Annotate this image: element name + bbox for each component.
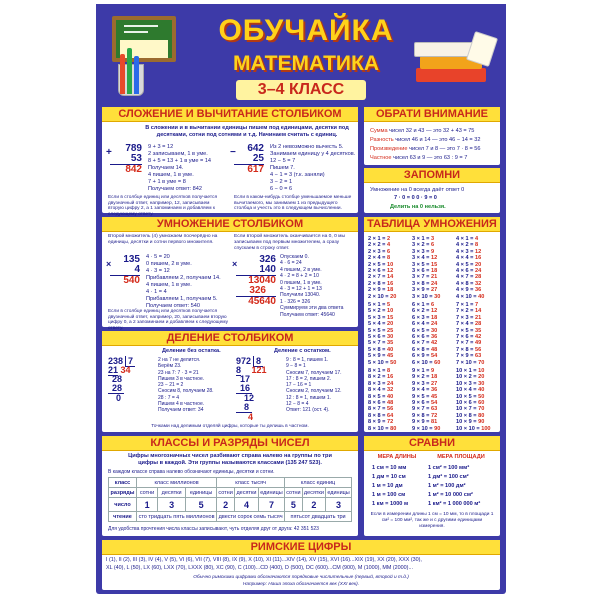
times-table-panel	[364, 217, 500, 432]
times-table-line: 2 × 10 = 20	[368, 293, 397, 300]
multiplication-note: Если в столбце единиц или десятков получается двузначный ответ, например, 20, записываем вторую цифру 0, а 2 запоминаем и добавляем к следующему ответу.	[108, 309, 228, 331]
times-table-line: 5 × 3 = 15	[368, 314, 394, 321]
times-table-line: 3 × 2 = 6	[412, 242, 435, 249]
times-table-block-7	[456, 302, 484, 366]
times-table-line: 4 × 1 = 4	[456, 236, 479, 242]
times-table-line: 8 × 6 = 48	[368, 400, 394, 407]
times-table-line: 10 × 3 = 30	[456, 380, 485, 387]
times-table-line: 8 × 2 = 16	[368, 374, 394, 381]
attention-lines: Сумма чисел 32 и 43 — это 32 + 43 = 75 Разность чисел 46 и 14 — это 46 − 14 = 32 Произведение чисел 7 и 8 — это 7 · 8 = 56 Частное чисел 63 и 9 — это 63 : 9 = 7	[370, 128, 481, 161]
times-table-block-5	[368, 302, 396, 366]
times-table-line: 8 × 1 = 8	[368, 368, 391, 374]
times-table-line: 2 × 3 = 6	[368, 248, 391, 255]
times-table-line: 10 × 1 = 10	[456, 368, 485, 374]
times-table-line: 8 × 4 = 32	[368, 387, 394, 394]
times-table-line: 3 × 4 = 12	[412, 255, 438, 262]
times-table-block-6	[412, 302, 440, 366]
times-table-line: 4 × 6 = 24	[456, 268, 482, 275]
multiplication-example-1: 135 4 540	[110, 255, 140, 286]
addition-operand-bottom: 53	[130, 153, 142, 164]
minus-sign: −	[230, 147, 236, 158]
times-table-line: 6 × 10 = 60	[412, 359, 441, 366]
times-table-line: 3 × 3 = 9	[412, 248, 435, 255]
times-table-line: 9 × 3 = 27	[412, 380, 438, 387]
times-table-line: 7 × 9 = 63	[456, 353, 482, 360]
compare-title: СРАВНИ	[364, 436, 500, 451]
classes-panel	[102, 436, 358, 536]
poster	[96, 4, 506, 594]
times-table-line: 3 × 1 = 3	[412, 236, 435, 242]
multiplication-intro-1: Второй множитель (4) умножаем поочерёдно на единицы, десятки и сотни первого множителя.	[108, 234, 218, 245]
times-table-line: 4 × 3 = 12	[456, 248, 482, 255]
addition-steps: 9 + 3 = 12 2 записываем, 1 в уме. 8 + 5 = 13 + 1 в уме = 14 Получаем 14. 4 пишем, 1 в уме. 7 + 1 в уме = 8 Получаем ответ: 842	[148, 144, 212, 192]
times-table-line: 3 × 10 = 30	[412, 293, 441, 300]
times-table-line: 6 × 8 = 48	[412, 346, 438, 353]
times-sign: ×	[106, 259, 112, 269]
area-title: МЕРА ПЛОЩАДИ	[437, 454, 485, 460]
times-table-line: 2 × 6 = 12	[368, 268, 394, 275]
multiplication-steps-2: Опускаем 0. 4 · 6 = 24 4 пишем, 2 в уме. 4 · 2 = 8 + 2 = 10 0 пишем, 1 в уме. 4 · 3 = 12 + 1 = 13 Получили 13040. 1 · 326 = 326 Суммируем эти два ответа Получаем ответ: 45640	[280, 254, 344, 318]
times-table-line: 7 × 4 = 28	[456, 321, 482, 328]
roman-line-4: Например: Наша эпоха обозначается век (XXI век).	[242, 582, 360, 587]
times-table-line: 3 × 9 = 27	[412, 287, 438, 294]
times-table-line: 9 × 10 = 90	[412, 425, 441, 432]
addition-subtraction-title: СЛОЖЕНИЕ И ВЫЧИТАНИЕ СТОЛБИКОМ	[102, 107, 358, 122]
times-table-title: ТАБЛИЦА УМНОЖЕНИЯ	[364, 217, 500, 232]
division-subtitle-2: Деление с остатком.	[274, 348, 331, 354]
times-table-line: 10 × 2 = 20	[456, 374, 485, 381]
times-table-line: 7 × 8 = 56	[456, 346, 482, 353]
times-table-block-9	[412, 368, 440, 432]
classes-intro-2: В каждом классе справа налево обозначают единицы, десятки и сотни.	[108, 469, 275, 475]
times-table-line: 7 × 3 = 21	[456, 314, 482, 321]
times-table-line: 8 × 9 = 72	[368, 419, 394, 426]
subtraction-operand-top: 642	[247, 143, 264, 154]
times-table-line: 2 × 9 = 18	[368, 287, 394, 294]
times-table-line: 7 × 5 = 35	[456, 327, 482, 334]
ranks-table-number-row: число 1 3 5 2 4 7 5 2 3	[109, 498, 352, 512]
multiplication-steps-1: 4 · 5 = 20 0 пишем, 2 в уме. 4 · 3 = 12 Прибавляем 2, получаем 14. 4 пишем, 1 в уме. 4 · 1 = 4 Прибавляем 1, получаем 5. Получаем ответ: 540	[146, 254, 221, 309]
multiplication-example-2: 326 140 13040 326 45640	[236, 255, 276, 307]
times-table-line: 5 × 2 = 10	[368, 308, 394, 315]
times-table-block-2	[368, 236, 396, 300]
remember-title: ЗАПОМНИ	[364, 168, 500, 183]
times-table-line: 6 × 3 = 18	[412, 314, 438, 321]
area-list: 1 см² = 100 мм² 1 дм² = 100 см² 1 м² = 100 дм² 1 м² = 10 000 см² 1 км² = 1 000 000 м²	[428, 465, 481, 507]
multiplication-title: УМНОЖЕНИЕ СТОЛБИКОМ	[102, 217, 358, 232]
grade-badge: 3–4 КЛАСС	[236, 80, 366, 100]
times-table-line: 9 × 9 = 81	[412, 419, 438, 426]
ranks-table-rank-row: разряды сотни десятки единицы сотни десятки единицы сотни десятки единицы	[109, 488, 352, 498]
times-table-line: 5 × 5 = 25	[368, 327, 394, 334]
times-table-line: 3 × 7 = 21	[412, 274, 438, 281]
times-table-line: 4 × 9 = 36	[456, 287, 482, 294]
subtraction-example	[234, 144, 264, 175]
times-table-line: 9 × 4 = 36	[412, 387, 438, 394]
times-table-block-8	[368, 368, 396, 432]
times-table-line: 2 × 7 = 14	[368, 274, 394, 281]
remember-examples: 7 · 0 = 0 0 · 9 = 0	[394, 195, 437, 201]
addition-example	[110, 144, 142, 175]
addition-intro: В сложении и в вычитании единицы пишем под единицами, десятки под десятками, сотни под сотнями и т.д. Начинаем считать с единиц.	[145, 125, 349, 138]
times-table-line: 5 × 4 = 20	[368, 321, 394, 328]
pencils-illustration	[104, 64, 148, 94]
times-table-line: 10 × 10 = 100	[456, 425, 491, 432]
times-table-line: 6 × 4 = 24	[412, 321, 438, 328]
poster-title: ОБУЧАЙКА	[218, 14, 394, 47]
division-steps-2: 9 : 8 = 1, пишем 1. 9 − 8 = 1 Сносим 7, получаем 17. 17 : 8 = 2, пишем 2. 17 − 16 = 1 Сносим 2, получаем 12. 12 : 8 = 1, пишем 1. 12 − 8 = 4 Ответ: 121 (ост. 4).	[286, 357, 342, 414]
attention-panel	[364, 107, 500, 165]
times-table-line: 2 × 4 = 8	[368, 255, 391, 262]
books-illustration	[410, 34, 496, 96]
roman-line-2: XL (40), L (50), LX (60), LXX (70), LXXX (80), XC (90), C (100)...CD (400), D (500), DC (600)...CM (900), M (1000), MM (2000)...	[106, 565, 413, 571]
times-table-block-10	[456, 368, 491, 432]
times-table-line: 4 × 8 = 32	[456, 280, 482, 287]
times-table-line: 2 × 2 = 4	[368, 242, 391, 249]
times-table-line: 9 × 7 = 63	[412, 406, 438, 413]
addition-operand-top: 789	[125, 143, 142, 154]
times-table-line: 4 × 7 = 28	[456, 274, 482, 281]
subtraction-result: 617	[234, 164, 264, 175]
addition-note: Если в столбце единиц или десятков получается двузначный ответ, например, 12, записываем вторую цифру 2, а 1 запоминаем и добавляем к следующему ответу.	[108, 195, 218, 217]
classes-intro: Цифры многозначных чисел разбивают справа налево на группы по три цифры в каждой. Эти группы называются классами (135 247 523).	[128, 453, 332, 466]
division-title: ДЕЛЕНИЕ СТОЛБИКОМ	[102, 331, 358, 346]
division-panel	[102, 331, 358, 432]
times-table-line: 10 × 8 = 80	[456, 412, 485, 419]
classes-title: КЛАССЫ И РАЗРЯДЫ ЧИСЕЛ	[102, 436, 358, 451]
classes-footer: Для удобства прочтения числа классы записывают, чуть отделяя друг от друга: 42 351 523	[108, 526, 319, 532]
times-table-line: 2 × 5 = 10	[368, 261, 394, 268]
times-table-block-3	[412, 236, 440, 300]
subtraction-operand-bottom: 25	[252, 153, 264, 164]
length-title: МЕРА ДЛИНЫ	[377, 454, 417, 460]
times-table-line: 10 × 9 = 90	[456, 419, 485, 426]
poster-subtitle: МАТЕМАТИКА	[233, 52, 379, 75]
ranks-table-class-row: класс класс миллионов класс тысяч класс единиц	[109, 478, 352, 488]
ranks-table-reading-row: чтение сто тридцать пять миллионов двести сорок семь тысяч пятьсот двадцать три	[109, 512, 352, 522]
compare-panel	[364, 436, 500, 536]
remember-panel	[364, 168, 500, 213]
times-table-line: 7 × 7 = 49	[456, 340, 482, 347]
division-subtitle-1: Деление без остатка.	[162, 348, 221, 354]
times-table-line: 3 × 6 = 18	[412, 268, 438, 275]
addition-subtraction-panel	[102, 107, 358, 217]
roman-title: РИМСКИЕ ЦИФРЫ	[102, 540, 500, 555]
times-table-line: 7 × 10 = 70	[456, 359, 485, 366]
times-table-line: 8 × 10 = 80	[368, 425, 397, 432]
times-table-line: 2 × 8 = 16	[368, 280, 394, 287]
times-table-line: 3 × 8 = 24	[412, 280, 438, 287]
roman-line-3: Обычно римскими цифрами обозначаются порядковые числительные (первый, второй и т.д.)	[193, 575, 409, 580]
times-table-line: 10 × 5 = 50	[456, 393, 485, 400]
times-table-line: 9 × 8 = 72	[412, 412, 438, 419]
times-table-line: 7 × 6 = 42	[456, 334, 482, 341]
addition-result: 842	[110, 164, 142, 175]
times-table-line: 10 × 7 = 70	[456, 406, 485, 413]
times-table-line: 6 × 5 = 30	[412, 327, 438, 334]
multiplication-intro-2: Если второй множитель оканчивается на 0, 0 мы записываем под первым множителем, а сразу спускаем в строку ответ.	[234, 234, 346, 251]
times-table-line: 4 × 2 = 8	[456, 242, 479, 249]
subtraction-note: Если в каком-нибудь столбце уменьшаемое меньше вычитаемого, мы занимаем 1 из предыдущего столбца и учесть это в следующем вычислении.	[234, 195, 352, 212]
times-table-line: 6 × 7 = 42	[412, 340, 438, 347]
times-table-line: 8 × 5 = 40	[368, 393, 394, 400]
attention-title: ОБРАТИ ВНИМАНИЕ	[364, 107, 500, 122]
roman-line-1: I (1), II (2), III (3), IV (4), V (5), VI (6), VII (7), VIII (8), IX (9), X (10), XI (11)...XIV (14), XV (15), XVI (16)...XIX (19), XX (20), XXX (30),	[106, 557, 422, 563]
times-sign-2: ×	[232, 259, 238, 269]
times-table-line: 5 × 1 = 5	[368, 302, 391, 308]
times-table-line: 6 × 6 = 36	[412, 334, 438, 341]
compare-note: Если в измерении длины 1 см = 10 мм, то в площади 1 см² = 100 мм², так же и с другими единицами измерения.	[370, 512, 494, 529]
times-table-line: 7 × 2 = 14	[456, 308, 482, 315]
times-table-line: 5 × 7 = 35	[368, 340, 394, 347]
times-table-line: 9 × 2 = 18	[412, 374, 438, 381]
times-table-line: 5 × 6 = 30	[368, 334, 394, 341]
times-table-line: 5 × 9 = 45	[368, 353, 394, 360]
times-table-line: 5 × 8 = 40	[368, 346, 394, 353]
division-example-2: 972 8 8 121 17 16 12 8 4	[236, 356, 267, 422]
division-footer: Точками над делимым отделяй цифры, которые ты делишь в частном.	[151, 424, 309, 429]
times-table-block-4	[456, 236, 484, 300]
times-table-line: 9 × 1 = 9	[412, 368, 435, 374]
times-table-line: 2 × 1 = 2	[368, 236, 391, 242]
times-table-line: 9 × 5 = 45	[412, 393, 438, 400]
poster-header	[96, 4, 506, 104]
times-table-line: 8 × 8 = 64	[368, 412, 394, 419]
length-list: 1 см = 10 мм 1 дм = 10 см 1 м = 10 дм 1 м = 100 см 1 км = 1000 м	[372, 465, 409, 507]
times-table-line: 10 × 6 = 60	[456, 400, 485, 407]
times-table-line: 8 × 7 = 56	[368, 406, 394, 413]
multiplication-panel	[102, 217, 358, 331]
division-steps-1: 2 на 7 не делится. Берём 23. 23 на 7: 7 · 3 = 21 Пишем 3 в частное. 23 − 21 = 2 Сносим 8, получаем 28. 28 : 7 = 4 Пишем 4 в частное. Получаем ответ: 34	[158, 357, 214, 414]
times-table-line: 8 × 3 = 24	[368, 380, 394, 387]
times-table-line: 6 × 1 = 6	[412, 302, 435, 308]
times-table-line: 9 × 6 = 54	[412, 400, 438, 407]
plus-sign: +	[106, 147, 112, 158]
times-table-line: 3 × 5 = 15	[412, 261, 438, 268]
ranks-table	[108, 477, 352, 522]
remember-rule-2: Делить на 0 нельзя.	[390, 204, 446, 210]
times-table-line: 10 × 4 = 40	[456, 387, 485, 394]
times-table-line: 6 × 9 = 54	[412, 353, 438, 360]
times-table-line: 4 × 4 = 16	[456, 255, 482, 262]
times-table-line: 6 × 2 = 12	[412, 308, 438, 315]
times-table-line: 7 × 1 = 7	[456, 302, 479, 308]
remember-rule-1: Умножение на 0 всегда даёт ответ 0	[370, 187, 465, 193]
times-table-line: 4 × 10 = 40	[456, 293, 485, 300]
subtraction-steps: Из 2 невозможно вычесть 5. Занимаем единицу у 4 десятков. 12 − 5 = 7 Пишем 7. 4 − 1 = 3 (т.к. заняли) 3 − 2 = 1 6 − 0 = 6	[270, 144, 356, 192]
times-table-line: 5 × 10 = 50	[368, 359, 397, 366]
roman-panel	[102, 540, 500, 590]
division-example-1: 238 7 21 34 28 28 0	[108, 356, 134, 403]
times-table-line: 4 × 5 = 20	[456, 261, 482, 268]
